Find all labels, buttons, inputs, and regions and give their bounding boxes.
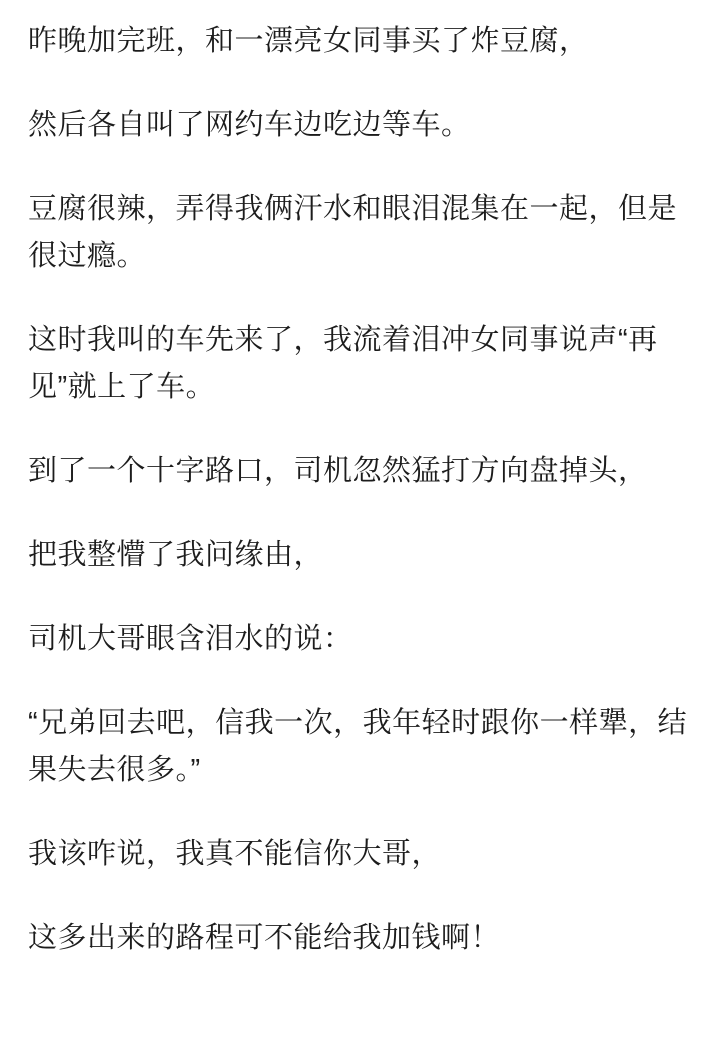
paragraph-7: 司机大哥眼含泪水的说： [28,623,353,655]
paragraph-2: 然后各自叫了网约车边吃边等车。 [28,109,471,141]
paragraph-5: 到了一个十字路口，司机忽然猛打方向盘掉头， [28,455,648,487]
paragraph-9: 我该咋说，我真不能信你大哥， [28,838,442,870]
paragraph-3: 豆腐很辣，弄得我俩汗水和眼泪混集在一起，但是很过瘾。 [28,193,678,272]
paragraph-10: 这多出来的路程可不能给我加钱啊！ [28,922,501,954]
paragraph-8: “兄弟回去吧，信我一次，我年轻时跟你一样犟，结果失去很多。” [28,707,688,786]
paragraph-4: 这时我叫的车先来了，我流着泪冲女同事说声“再见”就上了车。 [28,324,658,403]
paragraph-1: 昨晚加完班，和一漂亮女同事买了炸豆腐， [28,25,589,57]
paragraph-6: 把我整懵了我问缘由， [28,539,324,571]
